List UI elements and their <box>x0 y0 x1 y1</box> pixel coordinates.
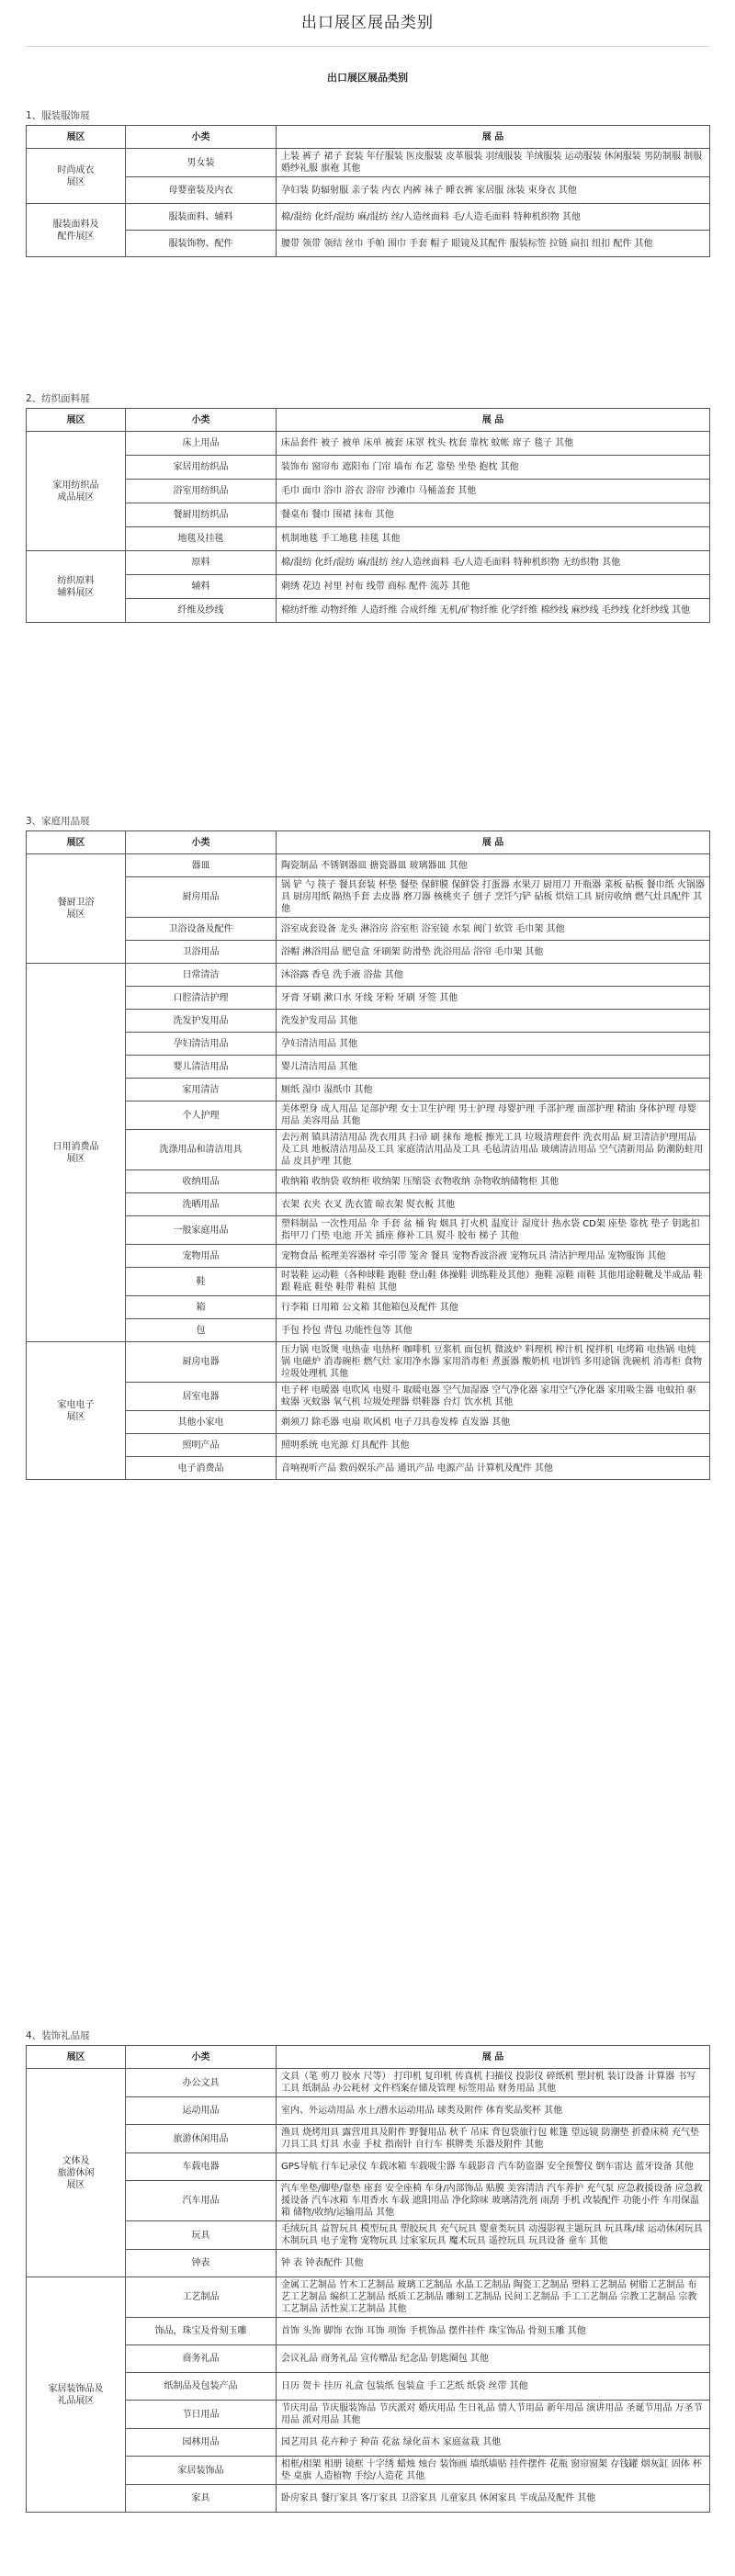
exhibit-items-cell: 会议礼品 商务礼品 宣传赠品 纪念品 钥匙圈包 其他 <box>277 2345 710 2373</box>
subcategory-cell: 婴儿清洁用品 <box>126 1056 277 1079</box>
table-row <box>27 2221 710 2250</box>
subcategory-cell: 照明产品 <box>126 1434 277 1457</box>
table-row <box>27 1434 710 1457</box>
exhibit-items-cell: 塑料制品 一次性用品 伞 手套 盆 桶 钩 烟具 打火机 温度计 湿度计 热水袋 CD架 座垫 靠枕 垫子 钥匙扣 指甲刀 门垫 电池 开关 插座 修补工具 熨斗 胶布 梯子 其他 <box>277 1216 710 1245</box>
table-row <box>27 2125 710 2153</box>
table-row <box>27 551 710 575</box>
subcategory-cell: 地毯及挂毯 <box>126 527 277 551</box>
subcategory-cell: 家居装饰品 <box>126 2457 277 2485</box>
table-row <box>27 1245 710 1268</box>
section-heading: 2、纺织面料展 <box>26 393 90 404</box>
table-row <box>27 1102 710 1130</box>
subcategory-cell: 洗晒用品 <box>126 1193 277 1216</box>
subcategory-cell: 旅游休闲用品 <box>126 2125 277 2153</box>
table-row <box>27 1457 710 1480</box>
subcategory-cell: 辅料 <box>126 575 277 599</box>
exhibit-items-cell: 相框/相架 相册 镜框 十字绣 蜡烛 烛台 装饰画 墙纸墙贴 挂件摆件 花瓶 窗帘窗架 存钱罐 烟灰缸 固体 杯垫 桌旗 人造植物 手绘/人造花 其他 <box>277 2457 710 2485</box>
exhibit-items-cell: 卧房家具 餐厅家具 客厅家具 卫浴家具 儿童家具 休闲家具 半成品及配件 其他 <box>277 2485 710 2513</box>
subcategory-cell: 电子消费品 <box>126 1457 277 1480</box>
exhibit-items-cell: 机制地毯 手工地毯 挂毯 其他 <box>277 527 710 551</box>
exhibit-items-cell: 腰带 领带 领结 丝巾 手帕 围巾 手套 帽子 眼镜及其配件 服装标签 拉链 扁扣 纽扣 配件 其他 <box>277 231 710 257</box>
exhibit-items-cell: 首饰 头饰 脚饰 衣饰 耳饰 项饰 手机饰品 摆件挂件 珠宝饰品 骨刻玉雕 其他 <box>277 2318 710 2345</box>
table-row <box>27 231 710 257</box>
exhibit-items-cell: 锅 铲 勺 筷子 餐具套装 杯垫 餐垫 保鲜膜 保鲜袋 打蛋器 水果刀 厨用刀 开瓶器 菜板 砧板 餐巾纸 火锅器具 厨房用纸 隔热手套 去皮器 磨刀器 核桃夹子 刨子 烹饪勺铲 砧板 烘焙工具 厨房收纳 燃气灶具配件 其他 <box>277 877 710 918</box>
subcategory-cell: 箱 <box>126 1296 277 1319</box>
exhibit-items-cell: 毛绒玩具 益智玩具 模型玩具 塑胶玩具 充气玩具 婴童类玩具 动漫影视主题玩具 玩具珠/球 运动休闲玩具 木制玩具 电子宠物 宠物玩具 过家家玩具 魔术玩具 遥控玩具 玩具设备 童车 其他 <box>277 2221 710 2250</box>
category-table <box>26 125 710 257</box>
exhibit-items-cell: 浴室成套设备 龙头 淋浴房 浴室柜 浴室镜 水泵 阀门 软管 毛巾架 其他 <box>277 918 710 941</box>
table-row <box>27 854 710 877</box>
column-header-area: 展区 <box>27 831 126 854</box>
table-row <box>27 1342 710 1383</box>
table-row <box>27 1268 710 1296</box>
table-row <box>27 1130 710 1170</box>
exhibit-items-cell: 上装 裤子 裙子 套装 年仔服装 医皮服装 皮革服装 羽绒服装 羊绒服装 运动服装 休闲服装 男防制服 制服 婚纱礼服 旗袍 其他 <box>277 149 710 177</box>
document-subtitle: 出口展区展品类别 <box>327 72 408 84</box>
table-row <box>27 149 710 177</box>
subcategory-cell: 服装饰物、配件 <box>126 231 277 257</box>
exhibit-items-cell: 洗发护发用品 其他 <box>277 1010 710 1033</box>
subcategory-cell: 原料 <box>126 551 277 575</box>
exhibit-items-cell: 节庆用品 节庆服装饰品 节庆派对 婚庆用品 生日礼品 情人节用品 新年用品 演讲用品 圣诞节用品 万圣节用品 派对用品 其他 <box>277 2401 710 2429</box>
subcategory-cell: 宠物用品 <box>126 1245 277 1268</box>
subcategory-cell: 运动用品 <box>126 2097 277 2125</box>
category-table <box>26 408 710 623</box>
subcategory-cell: 厨房电器 <box>126 1342 277 1383</box>
exhibit-items-cell: 手包 拎包 背包 功能性包等 其他 <box>277 1319 710 1342</box>
exhibit-items-cell: 文具（笔 剪刀 胶水 尺等） 打印机 复印机 传真机 扫描仪 投影仪 碎纸机 塑封机 装订设备 计算器 书写工具 纸制品 办公耗材 文件档案存储及管理 标签用品 财务用品 其他 <box>277 2069 710 2097</box>
exhibit-items-cell: 床品套件 被子 被单 床单 被套 床罩 枕头 枕套 靠枕 蚊帐 席子 毯子 其他 <box>277 432 710 456</box>
table-row <box>27 1296 710 1319</box>
subcategory-cell: 其他小家电 <box>126 1411 277 1434</box>
subcategory-cell: 个人护理 <box>126 1102 277 1130</box>
exhibit-items-cell: 衣架 衣夹 衣叉 洗衣篮 晾衣架 熨衣板 其他 <box>277 1193 710 1216</box>
table-row <box>27 2429 710 2457</box>
table-row <box>27 1193 710 1216</box>
exhibit-items-cell: 棉/混纺 化纤/混纺 麻/混纺 丝/人造丝面料 毛/人造毛面料 特种机织物 其他 <box>277 204 710 231</box>
table-row <box>27 527 710 551</box>
table-row <box>27 432 710 456</box>
table-header-row <box>27 409 710 432</box>
subcategory-cell: 节日用品 <box>126 2401 277 2429</box>
subcategory-cell: 饰品，珠宝及骨刻玉雕 <box>126 2318 277 2345</box>
exhibit-items-cell: 牙膏 牙刷 漱口水 牙线 牙粉 牙刷 牙签 其他 <box>277 987 710 1010</box>
subcategory-cell: 家具 <box>126 2485 277 2513</box>
exhibition-area-cell: 时尚成衣 展区 <box>27 149 126 204</box>
subcategory-cell: 口腔清洁护理 <box>126 987 277 1010</box>
exhibit-items-cell: 陶瓷制品 不锈钢器皿 搪瓷器皿 玻璃器皿 其他 <box>277 854 710 877</box>
table-row <box>27 2097 710 2125</box>
subcategory-cell: 床上用品 <box>126 432 277 456</box>
subcategory-cell: 洗发护发用品 <box>126 1010 277 1033</box>
table-row <box>27 480 710 503</box>
subcategory-cell: 卫浴设备及配件 <box>126 918 277 941</box>
column-header-subcategory: 小类 <box>126 831 277 854</box>
exhibit-items-cell: 孕妇清洁用品 其他 <box>277 1033 710 1056</box>
table-row <box>27 2181 710 2221</box>
page-title: 出口展区展品类别 <box>301 14 434 32</box>
subcategory-cell: 鞋 <box>126 1268 277 1296</box>
table-row <box>27 456 710 480</box>
table-row <box>27 2318 710 2345</box>
exhibit-items-cell: 音响视听产品 数码娱乐产品 通讯产品 电源产品 计算机及配件 其他 <box>277 1457 710 1480</box>
exhibition-area-cell: 日用消费品 展区 <box>27 964 126 1342</box>
table-row <box>27 2277 710 2318</box>
column-header-items: 展 品 <box>277 2046 710 2069</box>
exhibit-items-cell: 钟 表 钟表配件 其他 <box>277 2250 710 2277</box>
exhibit-items-cell: 美体塑身 成人用品 足部护理 女士卫生护理 男士护理 母婴护理 手部护理 面部护理 精油 身体护理 母婴用品 美容用品 其他 <box>277 1102 710 1130</box>
subcategory-cell: 居室电器 <box>126 1383 277 1411</box>
subcategory-cell: 商务礼品 <box>126 2345 277 2373</box>
column-header-area: 展区 <box>27 2046 126 2069</box>
section-heading: 3、家庭用品展 <box>26 816 90 827</box>
exhibit-items-cell: 照明系统 电光源 灯具配件 其他 <box>277 1434 710 1457</box>
table-row <box>27 1216 710 1245</box>
table-row <box>27 1170 710 1193</box>
table-row <box>27 1079 710 1102</box>
column-header-area: 展区 <box>27 126 126 149</box>
exhibition-area-cell: 服装面料及 配件展区 <box>27 204 126 257</box>
exhibit-items-cell: 金属工艺制品 竹木工艺制品 玻璃工艺制品 水晶工艺制品 陶瓷工艺制品 塑料工艺制品 树脂工艺制品 布艺工艺制品 编织工艺制品 纸质工艺制品 雕刻工艺制品 民间工艺制品 手工工艺制品 宗教工艺制品 宗教工艺制品 活性炭工艺制品 其他 <box>277 2277 710 2318</box>
column-header-subcategory: 小类 <box>126 409 277 432</box>
column-header-items: 展 品 <box>277 126 710 149</box>
table-row <box>27 1383 710 1411</box>
table-row <box>27 1319 710 1342</box>
exhibit-items-cell: 剃须刀 除毛器 电扇 吹风机 电子刀具卷发棒 直发器 其他 <box>277 1411 710 1434</box>
table-row <box>27 1010 710 1033</box>
exhibit-items-cell: 宠物食品 梳理美容器材 牵引带 笼舍 餐具 宠物香波浴液 宠物玩具 清洁护理用品 宠物服饰 其他 <box>277 1245 710 1268</box>
subcategory-cell: 一般家庭用品 <box>126 1216 277 1245</box>
table-row <box>27 918 710 941</box>
exhibit-items-cell: 日历 贺卡 挂历 礼盒 包装纸 包装盒 手工艺纸 纸袋 丝带 其他 <box>277 2373 710 2401</box>
exhibit-items-cell: 餐桌布 餐巾 围裙 抹布 其他 <box>277 503 710 527</box>
table-row <box>27 2153 710 2181</box>
exhibit-items-cell: 浴帽 淋浴用品 肥皂盒 牙刷架 防滑垫 洗浴用品 浴帘 毛巾架 其他 <box>277 941 710 964</box>
column-header-subcategory: 小类 <box>126 2046 277 2069</box>
subcategory-cell: 办公文具 <box>126 2069 277 2097</box>
category-table <box>26 830 710 1480</box>
exhibit-items-cell: GPS导航 行车记录仪 车载冰箱 车载吸尘器 车载影音 汽车防盗器 安全预警仪 倒车雷达 蓝牙设备 其他 <box>277 2153 710 2181</box>
table-row <box>27 2457 710 2485</box>
exhibition-area-cell: 文体及 旅游休闲 展区 <box>27 2069 126 2277</box>
section-heading: 1、服装服饰展 <box>26 110 90 121</box>
subcategory-cell: 母婴童装及内衣 <box>126 177 277 204</box>
table-row <box>27 2345 710 2373</box>
subcategory-cell: 纸制品及包装产品 <box>126 2373 277 2401</box>
subcategory-cell: 车载电器 <box>126 2153 277 2181</box>
subcategory-cell: 器皿 <box>126 854 277 877</box>
table-row <box>27 204 710 231</box>
subcategory-cell: 餐厨用纺织品 <box>126 503 277 527</box>
subcategory-cell: 钟表 <box>126 2250 277 2277</box>
table-row <box>27 177 710 204</box>
table-row <box>27 2069 710 2097</box>
subcategory-cell: 男女装 <box>126 149 277 177</box>
column-header-subcategory: 小类 <box>126 126 277 149</box>
exhibit-items-cell: 汽车坐垫/脚垫/靠垫 座套 安全座椅 车身/内部饰品 贴膜 美容清洁 汽车养护 充气泵 应急救援设备 应急救援设备 汽车冰箱 车用香水 车载 遮阳用品 净化除味 玻璃清洗剂 雨刮 手机 改装配件 功能小件 车用保温箱 储物/收纳/运输用品 其他 <box>277 2181 710 2221</box>
table-header-row <box>27 831 710 854</box>
exhibit-items-cell: 室内、外运动用品 水上/潜水运动用品 球类及附件 体育奖品奖杯 其他 <box>277 2097 710 2125</box>
subcategory-cell: 汽车用品 <box>126 2181 277 2221</box>
exhibit-items-cell: 电子秤 电暖器 电吹风 电熨斗 取暖电器 空气加湿器 空气净化器 家用空气净化器 家用吸尘器 电蚊拍 驱蚊器 灭蚊器 氧气机 垃圾处理器 烘鞋器 台灯 饮水机 其他 <box>277 1383 710 1411</box>
table-header-row <box>27 126 710 149</box>
column-header-items: 展 品 <box>277 831 710 854</box>
exhibit-items-cell: 园艺用具 花卉种子 种苗 花盆 绿化苗木 家庭盆栽 其他 <box>277 2429 710 2457</box>
table-row <box>27 987 710 1010</box>
table-row <box>27 599 710 623</box>
exhibit-items-cell: 装饰布 窗帘布 遮阳布 门帘 墙布 布艺 靠垫 坐垫 抱枕 其他 <box>277 456 710 480</box>
table-row <box>27 1411 710 1434</box>
subcategory-cell: 家用清洁 <box>126 1079 277 1102</box>
table-row <box>27 1056 710 1079</box>
subcategory-cell: 包 <box>126 1319 277 1342</box>
table-row <box>27 964 710 987</box>
exhibit-items-cell: 沐浴露 香皂 洗手液 浴盐 其他 <box>277 964 710 987</box>
exhibit-items-cell: 去污剂 镇具清洁用品 洗衣用具 扫帚 刷 抹布 地板 擦光工具 垃圾清理套件 洗衣用品 厨卫清洁护理用品及工具 地板清洁用品及工具 家庭清洁用品及工具 毛毡清洁用品 玻璃清洁用品 空气清新用品 防潮防蛀用品 皮具护理 其他 <box>277 1130 710 1170</box>
exhibit-items-cell: 棉/混纺 化纤/混纺 麻/混纺 丝/人造丝面料 毛/人造毛面料 特种机织物 无纺织物 其他 <box>277 551 710 575</box>
subcategory-cell: 卫浴用品 <box>126 941 277 964</box>
table-header-row <box>27 2046 710 2069</box>
exhibit-items-cell: 渔具 烧烤用具 露营用具及附件 野餐用品 秋千 吊床 背包袋旅行包 帐篷 望远镜 防潮垫 折叠床椅 充气垫 刀具工具 灯具 水壶 手杖 指南针 自行车 棋牌类 乐器及附件 其他 <box>277 2125 710 2153</box>
subcategory-cell: 孕妇清洁用品 <box>126 1033 277 1056</box>
exhibit-items-cell: 行李箱 日用箱 公文箱 其他箱包及配件 其他 <box>277 1296 710 1319</box>
column-header-area: 展区 <box>27 409 126 432</box>
exhibition-area-cell: 餐厨卫浴 展区 <box>27 854 126 964</box>
subcategory-cell: 玩具 <box>126 2221 277 2250</box>
exhibit-items-cell: 棉纺纤维 动物纤维 人造纤维 合成纤维 无机/矿物纤维 化学纤维 棉纱线 麻纱线 毛纱线 化纤纱线 其他 <box>277 599 710 623</box>
table-row <box>27 2401 710 2429</box>
title-divider <box>26 46 709 47</box>
subcategory-cell: 收纳用品 <box>126 1170 277 1193</box>
subcategory-cell: 浴室用纺织品 <box>126 480 277 503</box>
exhibit-items-cell: 婴儿清洁用品 其他 <box>277 1056 710 1079</box>
subcategory-cell: 园林用品 <box>126 2429 277 2457</box>
table-row <box>27 503 710 527</box>
table-row <box>27 1033 710 1056</box>
subcategory-cell: 家居用纺织品 <box>126 456 277 480</box>
subcategory-cell: 日常清洁 <box>126 964 277 987</box>
table-row <box>27 877 710 918</box>
category-table <box>26 2045 710 2513</box>
table-row <box>27 2485 710 2513</box>
exhibit-items-cell: 压力锅 电饭煲 电热壶 电热杯 咖啡机 豆浆机 面包机 微波炉 料理机 榨汁机 搅拌机 电烤箱 电热锅 电炖锅 电磁炉 消毒碗柜 燃气灶 家用净水器 家用消毒柜 煮蛋器 酸奶机 电饼铛 多用途锅 洗碗机 消毒柜 食物垃圾处理机 其他 <box>277 1342 710 1383</box>
subcategory-cell: 服装面料、辅料 <box>126 204 277 231</box>
exhibit-items-cell: 孕妇装 防辐射服 亲子装 内衣 内裤 袜子 睡衣裤 家居服 泳装 束身衣 其他 <box>277 177 710 204</box>
exhibition-area-cell: 家居装饰品及 礼品展区 <box>27 2277 126 2513</box>
table-row <box>27 941 710 964</box>
column-header-items: 展 品 <box>277 409 710 432</box>
exhibition-area-cell: 纺织原料 辅料展区 <box>27 551 126 623</box>
table-row <box>27 2250 710 2277</box>
exhibit-items-cell: 毛巾 面巾 浴巾 浴衣 浴帘 沙滩巾 马桶盖套 其他 <box>277 480 710 503</box>
subcategory-cell: 纤维及纱线 <box>126 599 277 623</box>
subcategory-cell: 厨房用品 <box>126 877 277 918</box>
table-row <box>27 2373 710 2401</box>
exhibit-items-cell: 厕纸 湿巾 湿纸巾 其他 <box>277 1079 710 1102</box>
exhibit-items-cell: 时装鞋 运动鞋（各种球鞋 跑鞋 登山鞋 体操鞋 训练鞋及其他）拖鞋 凉鞋 雨鞋 其他用途鞋靴及半成品 鞋跟 鞋底 鞋垫 鞋带 鞋楦 其他 <box>277 1268 710 1296</box>
exhibit-items-cell: 收纳箱 收纳袋 收纳柜 收纳架 压缩袋 衣物收纳 杂物收纳储物柜 其他 <box>277 1170 710 1193</box>
exhibition-area-cell: 家电电子 展区 <box>27 1342 126 1480</box>
exhibit-items-cell: 刺绣 花边 衬里 衬布 线带 商标 配件 流苏 其他 <box>277 575 710 599</box>
exhibition-area-cell: 家用纺织品 成品展区 <box>27 432 126 551</box>
section-heading: 4、装饰礼品展 <box>26 2030 90 2041</box>
subcategory-cell: 洗涤用品和清洁用具 <box>126 1130 277 1170</box>
subcategory-cell: 工艺制品 <box>126 2277 277 2318</box>
table-row <box>27 575 710 599</box>
